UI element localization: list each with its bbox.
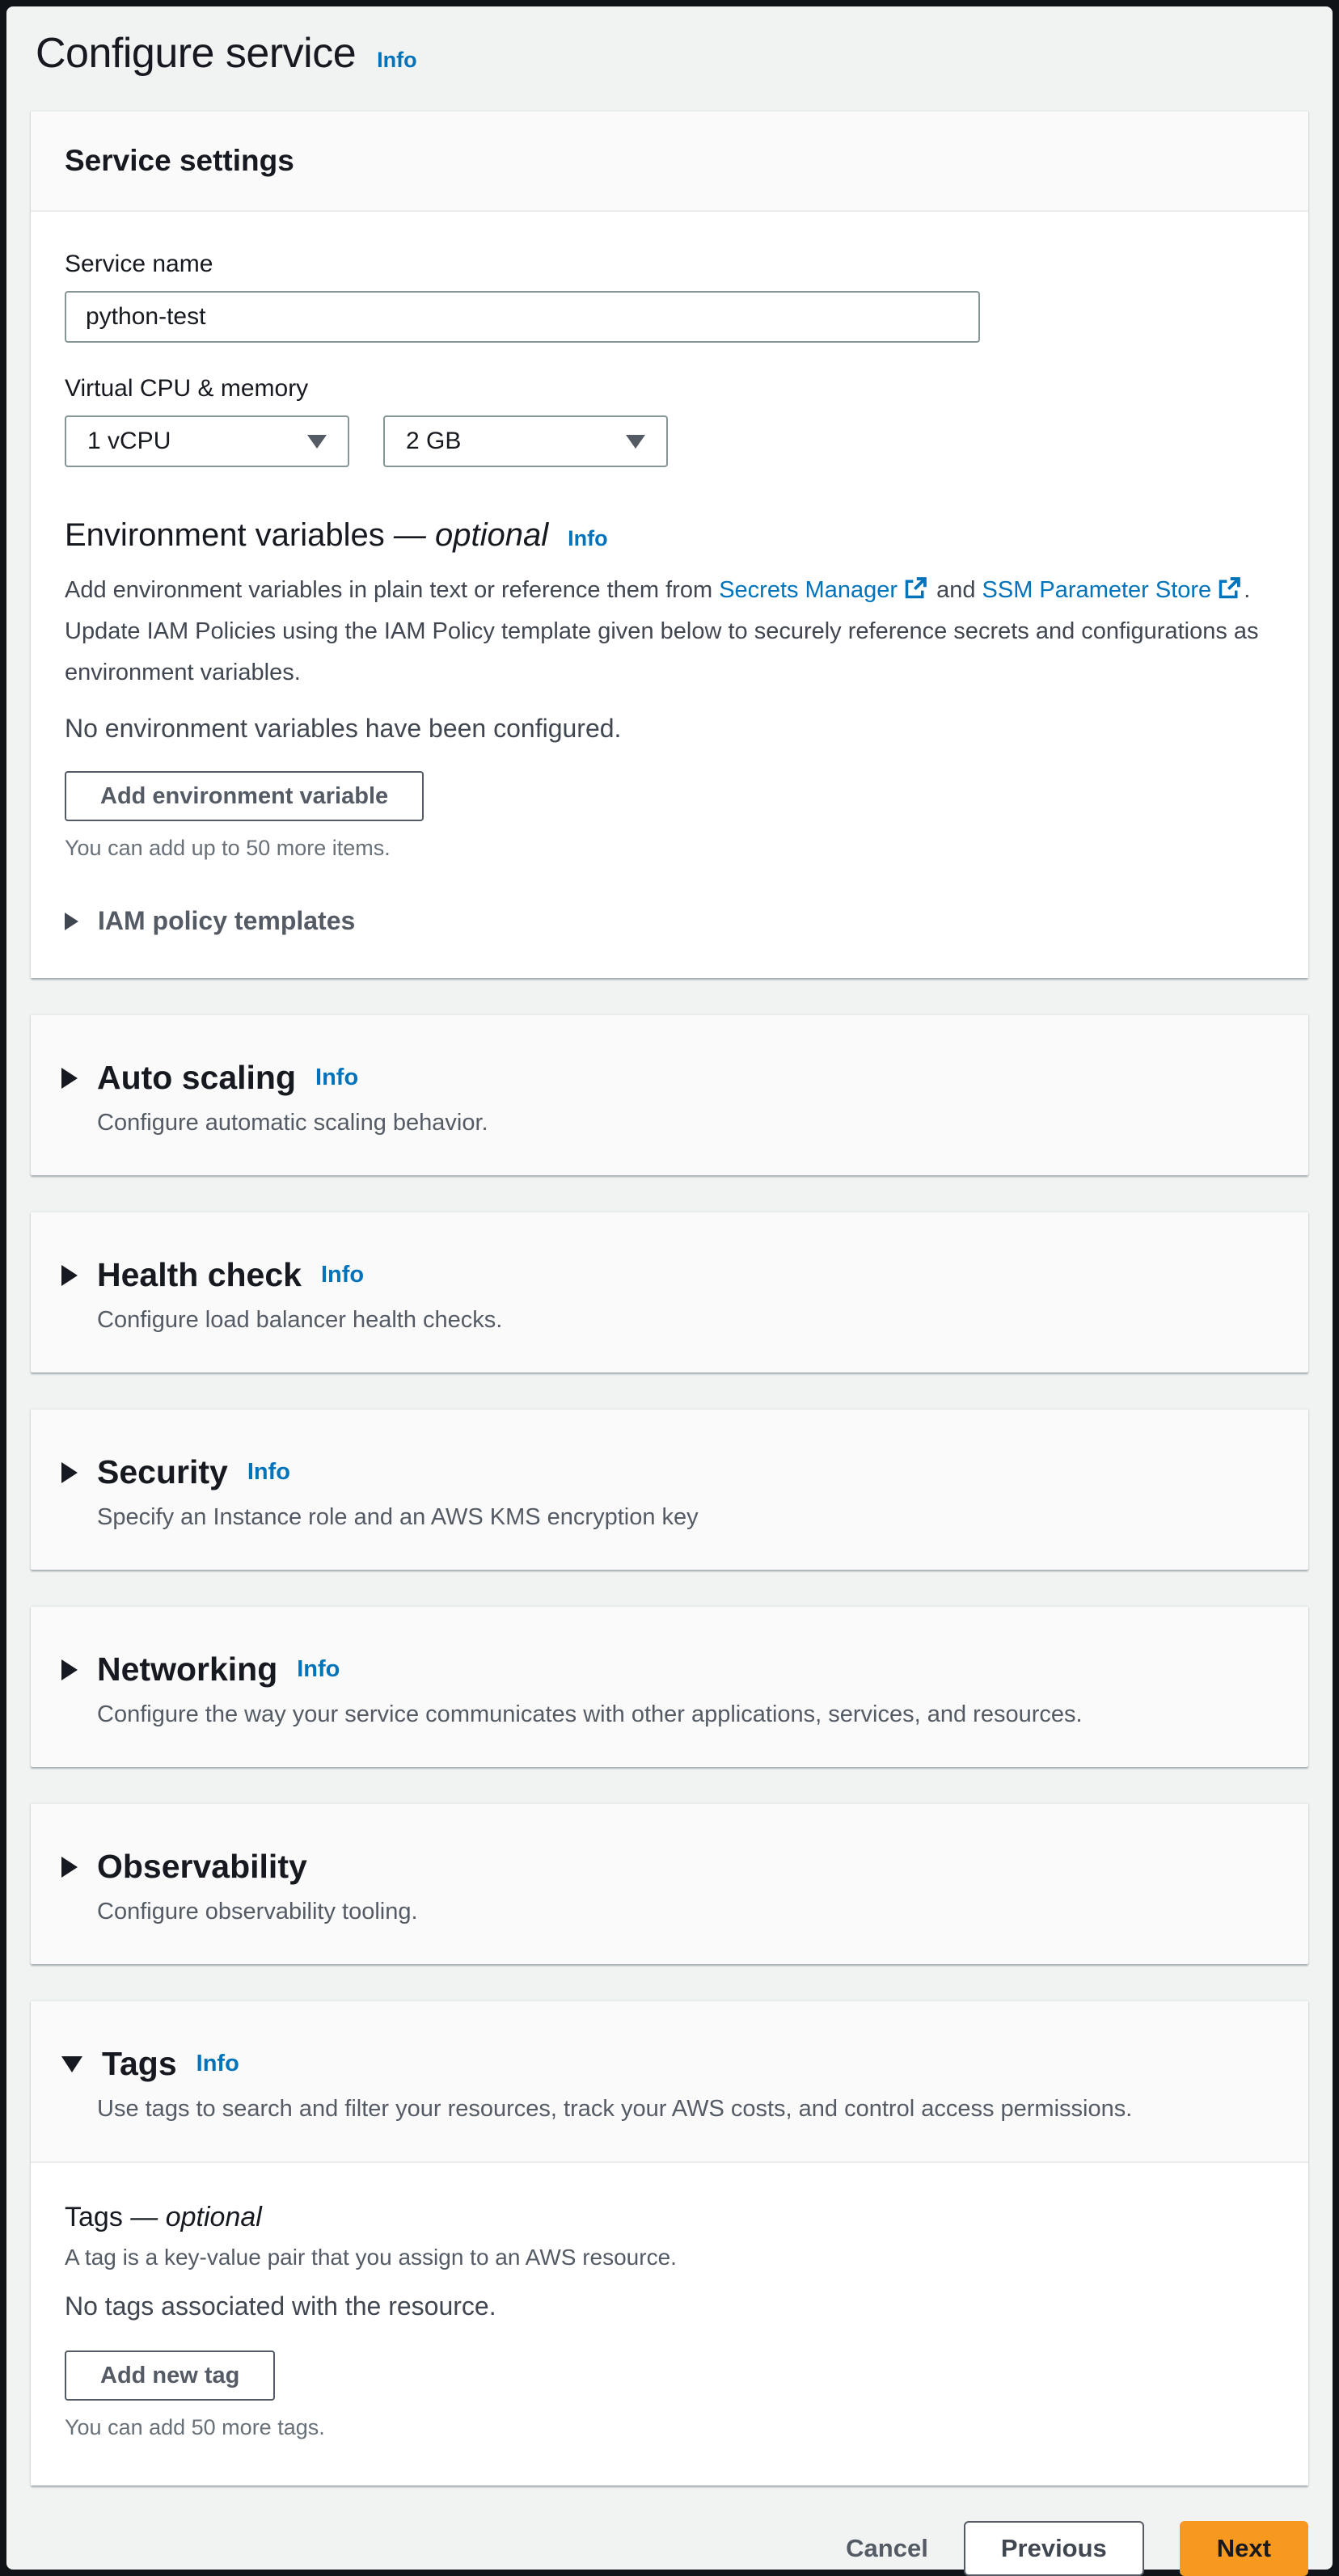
service-settings-body — [31, 212, 1308, 978]
tags-description: Use tags to search and filter your resources, track your AWS costs, and control access permissions. — [97, 2096, 1133, 2123]
networking-info-link[interactable]: Info — [297, 1656, 340, 1683]
tags-subheading: Tags — optional — [65, 2202, 262, 2233]
cancel-button[interactable]: Cancel — [846, 2534, 928, 2563]
caret-down-icon — [626, 435, 645, 449]
cpu-memory-row — [65, 415, 1274, 467]
triangle-right-icon — [65, 913, 78, 930]
memory-select[interactable] — [383, 415, 668, 467]
triangle-right-icon — [61, 1857, 78, 1878]
cpu-memory-label: Virtual CPU & memory — [65, 375, 309, 402]
env-vars-info-link[interactable]: Info — [568, 526, 608, 550]
cpu-select[interactable] — [65, 415, 349, 467]
next-button[interactable]: Next — [1180, 2521, 1308, 2576]
env-vars-empty-message: No environment variables have been configured. — [65, 714, 622, 744]
observability-header[interactable] — [31, 1804, 1308, 1964]
tags-body — [31, 2163, 1308, 2485]
security-card — [31, 1408, 1308, 1570]
triangle-right-icon — [61, 1659, 78, 1680]
tags-subheading-optional: — optional — [130, 2202, 262, 2233]
previous-button[interactable]: Previous — [964, 2521, 1144, 2576]
env-vars-limit-hint: You can add up to 50 more items. — [65, 836, 391, 861]
security-info-link[interactable]: Info — [247, 1459, 290, 1486]
page-info-link[interactable]: Info — [377, 48, 417, 72]
security-description: Specify an Instance role and an AWS KMS encryption key — [97, 1504, 699, 1531]
tags-title: Tags — [102, 2045, 177, 2083]
observability-title: Observability — [97, 1848, 307, 1886]
service-name-input[interactable] — [65, 291, 980, 343]
service-name-label: Service name — [65, 251, 213, 277]
env-vars-heading: Environment variables — optional — [65, 517, 549, 553]
observability-description: Configure observability tooling. — [97, 1899, 418, 1925]
auto-scaling-description: Configure automatic scaling behavior. — [97, 1110, 488, 1136]
external-link-icon[interactable] — [1218, 572, 1240, 595]
tags-limit-hint: You can add 50 more tags. — [65, 2415, 325, 2440]
health-check-card — [31, 1211, 1308, 1372]
auto-scaling-title: Auto scaling — [97, 1059, 297, 1097]
wizard-footer — [24, 2521, 1308, 2576]
ssm-parameter-store-link[interactable]: SSM Parameter Store — [982, 577, 1212, 603]
page-title: Configure service — [36, 30, 357, 77]
triangle-right-icon — [61, 1462, 78, 1483]
add-new-tag-button[interactable]: Add new tag — [65, 2350, 275, 2401]
env-vars-description: Add environment variables in plain text or reference them from Secrets Manager and SSM Parameter Store . Update IAM Policies using the IAM Policy template given below to securely reference secrets and configurations as environment variables. — [65, 570, 1274, 693]
page-header — [36, 29, 1315, 78]
service-settings-heading: Service settings — [65, 144, 294, 177]
env-vars-optional: — optional — [393, 517, 549, 553]
cpu-select-value: 1 vCPU — [87, 428, 171, 454]
health-check-header[interactable] — [31, 1212, 1308, 1372]
service-settings-header — [31, 112, 1308, 212]
tags-subdescription: A tag is a key-value pair that you assign to an AWS resource. — [65, 2245, 677, 2270]
tags-header[interactable] — [31, 2001, 1308, 2163]
health-check-title: Health check — [97, 1256, 302, 1294]
auto-scaling-card — [31, 1014, 1308, 1175]
networking-card — [31, 1605, 1308, 1767]
auto-scaling-info-link[interactable]: Info — [315, 1065, 359, 1091]
service-settings-card — [31, 110, 1308, 978]
triangle-down-icon — [61, 2056, 82, 2072]
tags-card — [31, 2000, 1308, 2485]
auto-scaling-header[interactable] — [31, 1015, 1308, 1175]
env-vars-heading-row — [65, 517, 1274, 554]
observability-card — [31, 1802, 1308, 1964]
tags-info-link[interactable]: Info — [196, 2051, 239, 2077]
add-environment-variable-button[interactable]: Add environment variable — [65, 771, 424, 821]
health-check-description: Configure load balancer health checks. — [97, 1307, 503, 1334]
networking-description: Configure the way your service communicates with other applications, services, and resources. — [97, 1701, 1083, 1728]
iam-policy-templates-expander[interactable] — [65, 906, 1274, 936]
secrets-manager-link[interactable]: Secrets Manager — [719, 577, 898, 603]
configure-service-page — [6, 6, 1333, 2570]
security-header[interactable] — [31, 1410, 1308, 1570]
tags-empty-message: No tags associated with the resource. — [65, 2291, 496, 2321]
external-link-icon[interactable] — [904, 572, 927, 595]
health-check-info-link[interactable]: Info — [320, 1262, 365, 1288]
networking-title: Networking — [97, 1651, 278, 1689]
memory-select-value: 2 GB — [406, 428, 462, 454]
iam-policy-templates-label: IAM policy templates — [98, 906, 356, 936]
triangle-right-icon — [61, 1265, 78, 1286]
networking-header[interactable] — [31, 1607, 1308, 1767]
security-title: Security — [97, 1453, 228, 1491]
caret-down-icon — [307, 435, 327, 449]
triangle-right-icon — [61, 1068, 78, 1089]
